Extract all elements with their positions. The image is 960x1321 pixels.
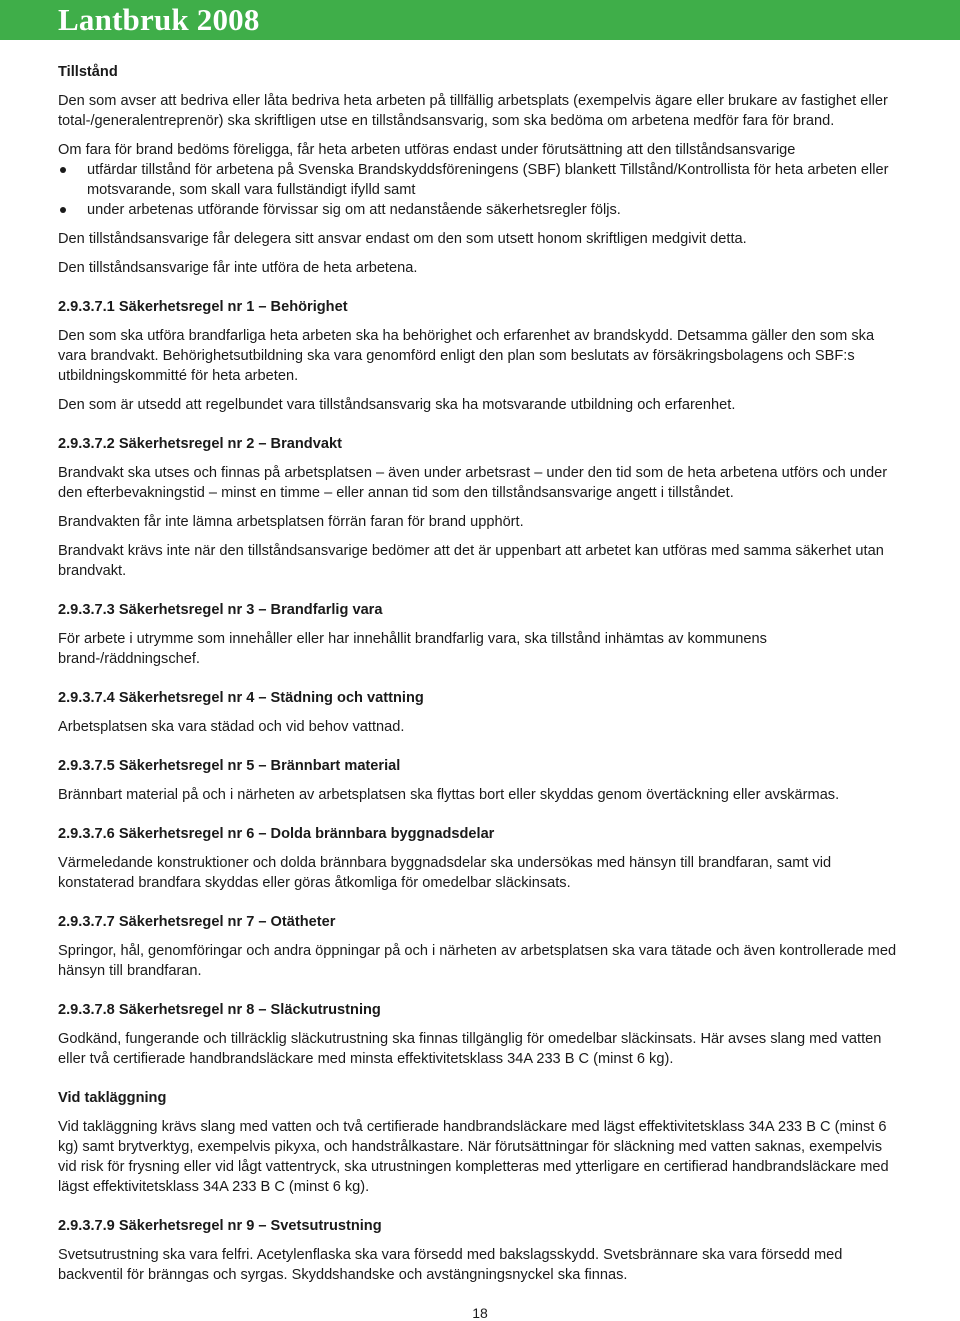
section-rule-8: [58, 1000, 904, 1069]
list-item-text: under arbetenas utförande förvissar sig om att nedanstående säkerhetsregler följs.: [87, 202, 621, 218]
paragraph: Den tillståndsansvarige får delegera sitt ansvar endast om den som utsett honom skriftligen medgivit detta.: [58, 231, 747, 247]
paragraph: Den som ska utföra brandfarliga heta arbeten ska ha behörighet och erfarenhet av brandskydd. Detsamma gäller den som ska vara brandvakt. Behörighetsutbildning ska vara genomförd enligt den plan som beslutats av försäkringsbolagens och SBF:s utbildningskommitté för heta arbeten.: [58, 328, 875, 384]
section-rule-2: [58, 434, 904, 581]
section-heading: 2.9.3.7.5 Säkerhetsregel nr 5 – Brännbart material: [58, 758, 401, 774]
section-rule-5: [58, 756, 904, 805]
paragraph: Svetsutrustning ska vara felfri. Acetylenflaska ska vara försedd med bakslagsskydd. Svetsbrännare ska vara försedd med backventil för bränngas och syrgas. Skyddshandske och avstängningsnyckel ska finnas.: [58, 1247, 843, 1283]
paragraph: Brandvakten får inte lämna arbetsplatsen förrän faran för brand upphört.: [58, 514, 524, 530]
section-heading: 2.9.3.7.9 Säkerhetsregel nr 9 – Svetsutrustning: [58, 1218, 382, 1234]
list-item: [58, 200, 904, 220]
paragraph: För arbete i utrymme som innehåller eller har innehållit brandfarlig vara, ska tillstånd inhämtas av kommunens brand-/räddningschef.: [58, 631, 767, 667]
section-roofing: [58, 1088, 904, 1197]
paragraph: Vid takläggning krävs slang med vatten och två certifierade handbrandsläckare med lägst effektivitetsklass 34A 233 B C (minst 6 kg) samt brytverktyg, exempelvis pikyxa, och handstrålkastare. När förutsättningar för släckning med vatten saknas, exempelvis vid risk för frysning eller vid lågt vattentryck, ska utrustningen kompletteras med ytterligare en certifierad handbrandsläckare med lägst effektivitetsklass 34A 233 B C (minst 6 kg).: [58, 1119, 889, 1195]
paragraph: Brännbart material på och i närheten av arbetsplatsen ska flyttas bort eller skyddas genom övertäckning eller avskärmas.: [58, 787, 840, 803]
paragraph: Den tillståndsansvarige får inte utföra de heta arbetena.: [58, 260, 418, 276]
section-heading: 2.9.3.7.6 Säkerhetsregel nr 6 – Dolda brännbara byggnadsdelar: [58, 826, 495, 842]
section-heading: Tillstånd: [58, 64, 118, 80]
page-number: 18: [472, 1305, 488, 1321]
paragraph: Arbetsplatsen ska vara städad och vid behov vattnad.: [58, 719, 405, 735]
bullet-list: [58, 160, 904, 220]
paragraph: Den som avser att bedriva eller låta bedriva heta arbeten på tillfällig arbetsplats (exempelvis ägare eller brukare av fastighet eller total-/generalentreprenör) ska skriftligen utse en tillståndsansvarig, som ska bedöma om arbetena medför fara för brand.: [58, 93, 888, 129]
paragraph: Om fara för brand bedöms föreligga, får heta arbeten utföras endast under förutsättning att den tillståndsansvarige: [58, 142, 796, 158]
section-rule-4: [58, 688, 904, 737]
page-header: [0, 0, 960, 40]
paragraph: Godkänd, fungerande och tillräcklig släckutrustning ska finnas tillgänglig för omedelbar släckinsats. Här avses slang med vatten eller två certifierade handbrandsläckare med minsta effektivitetsklass 34A 233 B C (minst 6 kg).: [58, 1031, 882, 1067]
document-title: Lantbruk 2008: [58, 2, 260, 37]
section-tillstand: [58, 62, 904, 278]
section-rule-7: [58, 912, 904, 981]
bullet-icon: [60, 167, 66, 173]
section-rule-3: [58, 600, 904, 669]
section-heading: Vid takläggning: [58, 1090, 167, 1106]
bullet-icon: [60, 207, 66, 213]
section-heading: 2.9.3.7.1 Säkerhetsregel nr 1 – Behörighet: [58, 299, 348, 315]
section-rule-9: [58, 1216, 904, 1285]
section-rule-6: [58, 824, 904, 893]
paragraph: Brandvakt ska utses och finnas på arbetsplatsen – även under arbetsrast – under den tid som de heta arbetena utförs och under den efterbevakningstid – minst en timme – eller annan tid som den tillståndsansvarige angett i tillståndet.: [58, 465, 888, 501]
section-rule-1: [58, 297, 904, 415]
paragraph: Värmeledande konstruktioner och dolda brännbara byggnadsdelar ska undersökas med hänsyn till brandfaran, samt vid konstaterad brandfara skyddas eller göras åtkomliga för omedelbar släckinsats.: [58, 855, 832, 891]
section-heading: 2.9.3.7.8 Säkerhetsregel nr 8 – Släckutrustning: [58, 1002, 381, 1018]
section-heading: 2.9.3.7.4 Säkerhetsregel nr 4 – Städning och vattning: [58, 690, 424, 706]
section-heading: 2.9.3.7.7 Säkerhetsregel nr 7 – Otätheter: [58, 914, 336, 930]
list-item: [58, 160, 904, 200]
page-content: [58, 62, 904, 1294]
section-heading: 2.9.3.7.3 Säkerhetsregel nr 3 – Brandfarlig vara: [58, 602, 383, 618]
list-item-text: utfärdar tillstånd för arbetena på Svenska Brandskyddsföreningens (SBF) blankett Tillstånd/Kontrollista för heta arbeten eller motsvarande, som skall vara fullständigt ifylld samt: [87, 162, 889, 198]
paragraph: Brandvakt krävs inte när den tillståndsansvarige bedömer att det är uppenbart att arbetet kan utföras med samma säkerhet utan brandvakt.: [58, 543, 884, 579]
paragraph: Den som är utsedd att regelbundet vara tillståndsansvarig ska ha motsvarande utbildning och erfarenhet.: [58, 397, 736, 413]
section-heading: 2.9.3.7.2 Säkerhetsregel nr 2 – Brandvakt: [58, 436, 342, 452]
paragraph: Springor, hål, genomföringar och andra öppningar på och i närheten av arbetsplatsen ska vara tätade och även kontrollerade med hänsyn till brandfaran.: [58, 943, 897, 979]
